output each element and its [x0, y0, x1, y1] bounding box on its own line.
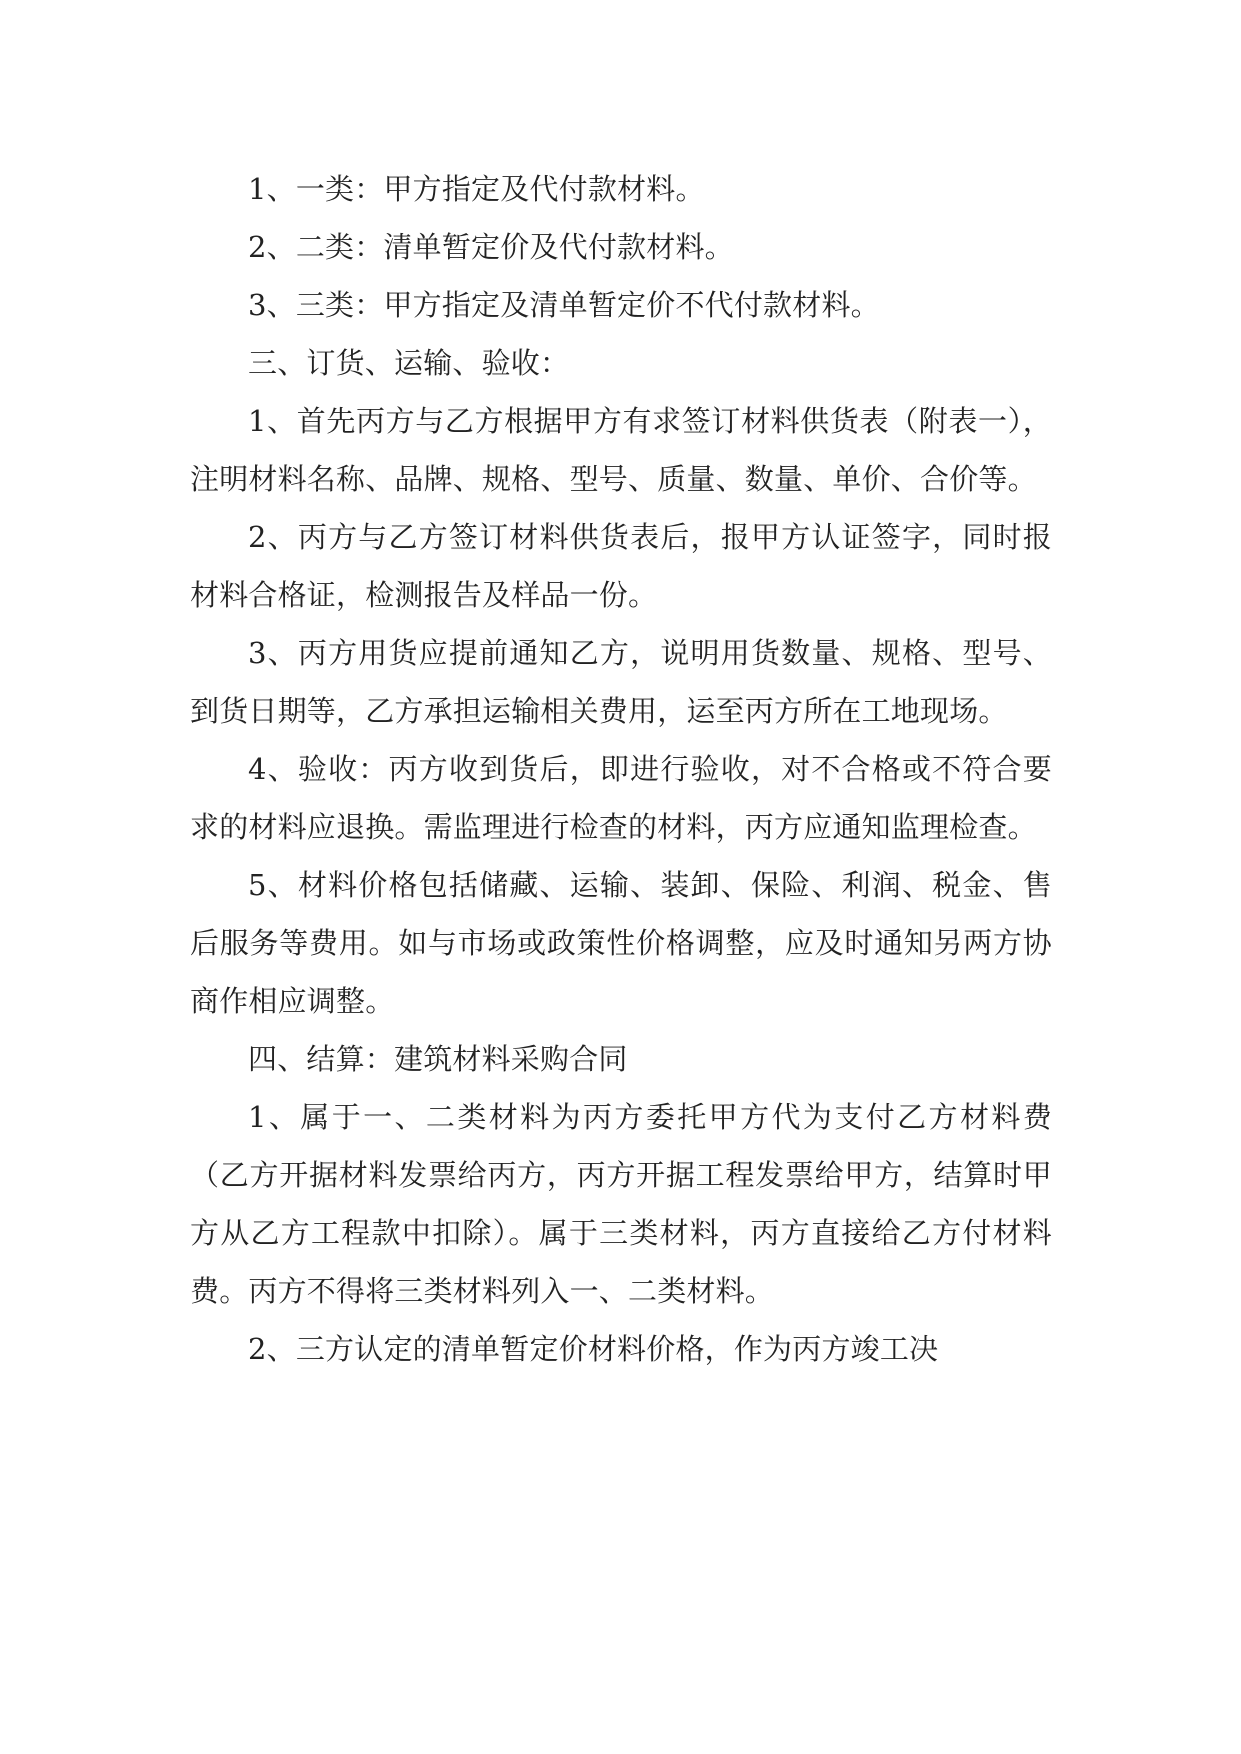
- paragraph-settlement-1: 1、属于一、二类材料为丙方委托甲方代为支付乙方材料费（乙方开据材料发票给丙方，丙方开据工程发票给甲方，结算时甲方从乙方工程款中扣除）。属于三类材料，丙方直接给乙方付材料费。丙方不得将三类材料列入一、二类材料。: [190, 1100, 1052, 1308]
- paragraph-settlement-2: 2、三方认定的清单暂定价材料价格，作为丙方竣工决: [248, 1332, 939, 1366]
- paragraph-category-1: 1、一类：甲方指定及代付款材料。: [248, 172, 705, 206]
- paragraph-category-2: 2、二类：清单暂定价及代付款材料。: [248, 230, 734, 264]
- section-heading-ordering: 三、订货、运输、验收：: [248, 346, 570, 380]
- paragraph-ordering-2: 2、丙方与乙方签订材料供货表后，报甲方认证签字，同时报材料合格证，检测报告及样品一份。: [190, 520, 1052, 612]
- paragraph-pricing: 5、材料价格包括储藏、运输、装卸、保险、利润、税金、售后服务等费用。如与市场或政策性价格调整，应及时通知另两方协商作相应调整。: [190, 868, 1052, 1018]
- paragraph-acceptance: 4、验收：丙方收到货后，即进行验收，对不合格或不符合要求的材料应退换。需监理进行检查的材料，丙方应通知监理检查。: [190, 752, 1052, 844]
- paragraph-ordering-3: 3、丙方用货应提前通知乙方，说明用货数量、规格、型号、到货日期等，乙方承担运输相关费用，运至丙方所在工地现场。: [190, 636, 1052, 728]
- paragraph-category-3: 3、三类：甲方指定及清单暂定价不代付款材料。: [248, 288, 880, 322]
- section-heading-settlement: 四、结算：建筑材料采购合同: [248, 1042, 628, 1076]
- document-body: [190, 160, 1052, 1378]
- paragraph-ordering-1: 1、首先丙方与乙方根据甲方有求签订材料供货表（附表一），注明材料名称、品牌、规格、型号、质量、数量、单价、合价等。: [190, 404, 1052, 496]
